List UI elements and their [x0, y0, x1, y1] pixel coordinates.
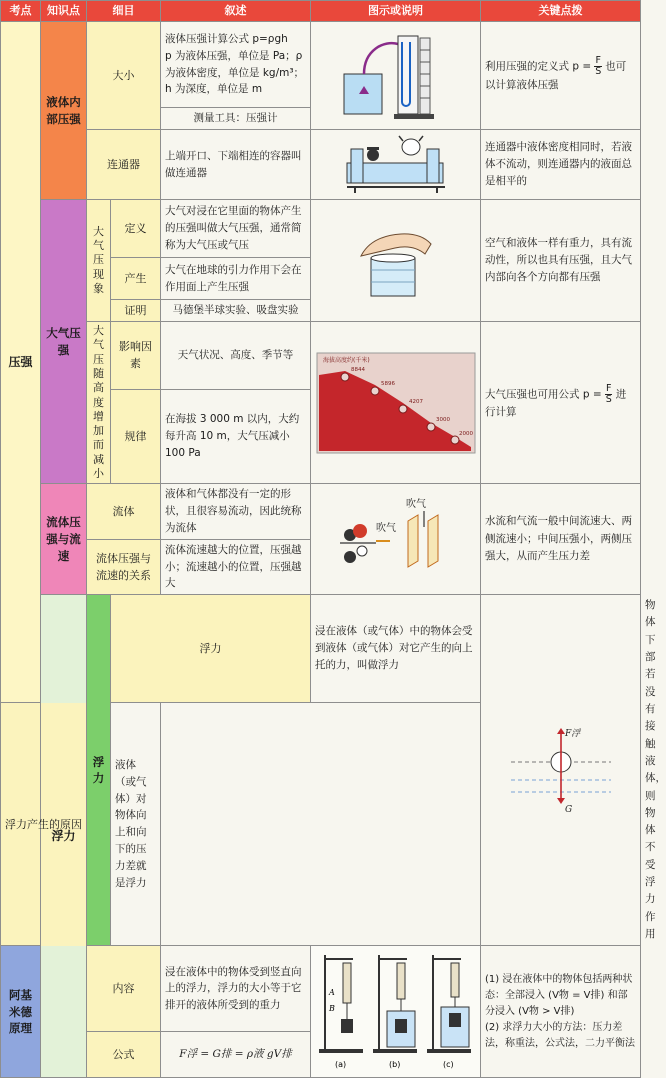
- key-flow: 水流和气流一般中间流速大、两侧流速小；中间压强小，两侧压强大，从而产生压力差: [481, 484, 641, 595]
- group-atm-phenomena: 大气压现象: [87, 200, 111, 322]
- fig-g-label: G: [564, 805, 572, 816]
- key-vessel: 连通器中液体密度相同时，若液体不流动，则连通器内的液面总是相平的: [481, 130, 641, 200]
- desc-fluid-relation: 流体流速越大的位置，压强越小；流速越小的位置，压强越大: [161, 539, 311, 594]
- fig-f-up-label: F浮: [564, 729, 580, 740]
- desc-vessel: 上端开口、下端相连的容器叫做连通器: [161, 130, 311, 200]
- fig-caption-a: (a): [334, 1059, 346, 1069]
- header-row: [1, 1, 641, 22]
- item-size: 大小: [87, 22, 161, 130]
- item-buoy-cause: 浮力产生的原因: [1, 703, 87, 946]
- kp-archimedes: 阿基米德原理: [1, 946, 41, 1078]
- item-fluid-relation: 流体压强与流速的关系: [87, 539, 161, 594]
- desc-define: 大气对浸在它里面的物体产生的压强叫做大气压强，通常简称为大气压或气压: [161, 200, 311, 258]
- fig-altitude-chart: [311, 322, 481, 484]
- row-factor: [1, 322, 641, 390]
- key-liquid-text-a: 利用压强的定义式 p =: [485, 60, 592, 73]
- key-alt-text-b: 进行计算: [485, 388, 627, 419]
- key-liquid-text-b: 也可以计算液体压强: [485, 60, 627, 92]
- header-topic: 考点: [1, 1, 41, 22]
- item-fluid: 流体: [87, 484, 161, 539]
- row-buoy-force: 浮力 浮力 浮力 浸在液体（或气体）中的物体会受到液体（或气体）对它产生的向上托的力，叫做浮力 F浮 G 物体下部若没有接触液体，则物体不受浮力作用: [1, 595, 641, 703]
- item-content: 内容: [87, 946, 161, 1032]
- header-detail: 细目: [87, 1, 161, 22]
- key-alt-num: F: [605, 382, 612, 394]
- desc-factor: 天气状况、高度、季节等: [161, 322, 311, 390]
- key-alt-fraction: [605, 384, 612, 405]
- topic-buoyancy: 浮力: [41, 595, 87, 1078]
- key-atmosphere: 空气和液体一样有重力，具有流动性，所以也具有压强，且大气内部向各个方向都有压强: [481, 200, 641, 322]
- peak-label-2: 4207: [408, 398, 423, 405]
- topic-pressure: 压强: [1, 22, 41, 703]
- desc-size: 液体压强计算公式 p=ρgh p 为液体压强，单位是 Pa；ρ 为液体密度，单位是 kg/m³；h 为深度，单位是 m: [161, 22, 311, 108]
- key-alt-den: S: [605, 393, 612, 405]
- item-define: 定义: [111, 200, 161, 258]
- header-description: 叙述: [161, 1, 311, 22]
- fig-caption-c: (c): [442, 1059, 454, 1069]
- item-formula: 公式: [87, 1032, 161, 1078]
- desc-size-tool: 测量工具：压强计: [161, 108, 311, 130]
- stand-b: [373, 955, 417, 1053]
- row-fluid: [1, 484, 641, 539]
- header-key-points: 关键点拨: [481, 1, 641, 22]
- fig-blow-air: [311, 484, 481, 595]
- peak-label-3: 3000: [435, 416, 450, 423]
- fig-blow-label-a: 吹气: [375, 523, 396, 535]
- key-liquid-num: F: [595, 55, 601, 67]
- row-vessel: [1, 130, 641, 200]
- kp-liquid-pressure: 液体内部压强: [41, 22, 87, 200]
- desc-rule: 在海拔 3 000 m 以内，大约每升高 10 m，大气压减小 100 Pa: [161, 389, 311, 483]
- desc-content: 浸在液体中的物体受到竖直向上的浮力，浮力的大小等于它排开的液体所受到的重力: [161, 946, 311, 1032]
- desc-fluid: 液体和气体都没有一定的形状，且很容易流动，因此统称为流体: [161, 484, 311, 539]
- group-atm-altitude: 大气压随高度增加而减小: [87, 322, 111, 484]
- row-content: [1, 946, 641, 1032]
- peak-label-0: 8844: [350, 366, 365, 373]
- key-alt-text-a: 大气压强也可用公式 p =: [485, 388, 602, 401]
- fig-label-a-upper: A: [328, 987, 335, 997]
- item-produce: 产生: [111, 258, 161, 300]
- fig-caption-b: (b): [388, 1059, 400, 1069]
- key-archimedes: (1) 浸在液体中的物体包括两种状态：全部浸入 (V物 = V排) 和部分浸入 (V物 > V排) (2) 求浮力大小的方法：压力差法，称重法，公式法，二力平衡法: [481, 946, 641, 1078]
- key-liquid-fraction: [594, 56, 601, 77]
- item-factor: 影响因素: [111, 322, 161, 390]
- key-altitude-formula: [481, 322, 641, 484]
- row-size: [1, 22, 641, 108]
- kp-flow-pressure: 流体压强与流速: [41, 484, 87, 595]
- desc-formula: F浮 = G排 = ρ液 gV排: [161, 1032, 311, 1078]
- fig-buoyancy-forces: [481, 595, 641, 946]
- peak-label-1: 5896: [380, 380, 395, 387]
- fig-suction-cup: [311, 200, 481, 322]
- item-buoy-force: 浮力: [111, 595, 311, 703]
- header-figure: 图示或说明: [311, 1, 481, 22]
- key-liquid-den: S: [595, 66, 602, 78]
- stand-a: [319, 955, 363, 1053]
- item-vessel: 连通器: [87, 130, 161, 200]
- fig-connected-vessel: [311, 130, 481, 200]
- kp-buoyancy: 浮力: [87, 595, 111, 946]
- fig-blow-label-b: 吹气: [405, 499, 426, 511]
- chart-top-label: 海拔高度约(千米): [322, 356, 370, 364]
- peak-label-4: 2000: [458, 430, 473, 437]
- desc-buoy-cause: 液体（或气体）对物体向上和向下的压力差就是浮力: [111, 703, 161, 946]
- stand-c: [427, 955, 471, 1053]
- fig-archimedes-experiment: [311, 946, 481, 1078]
- fig-label-b-upper: B: [328, 1003, 335, 1013]
- item-rule: 规律: [111, 389, 161, 483]
- header-knowledge-point: 知识点: [41, 1, 87, 22]
- kp-atmospheric-pressure: 大气压强: [41, 200, 87, 484]
- row-define: [1, 200, 641, 258]
- desc-produce: 大气在地球的引力作用下会在作用面上产生压强: [161, 258, 311, 300]
- desc-buoy-force: 浸在液体（或气体）中的物体会受到液体（或气体）对它产生的向上托的力，叫做浮力: [311, 595, 481, 703]
- item-prove: 证明: [111, 300, 161, 322]
- key-liquid-formula: [481, 22, 641, 130]
- fig-pressure-gauge: [311, 22, 481, 130]
- desc-prove: 马德堡半球实验、吸盘实验: [161, 300, 311, 322]
